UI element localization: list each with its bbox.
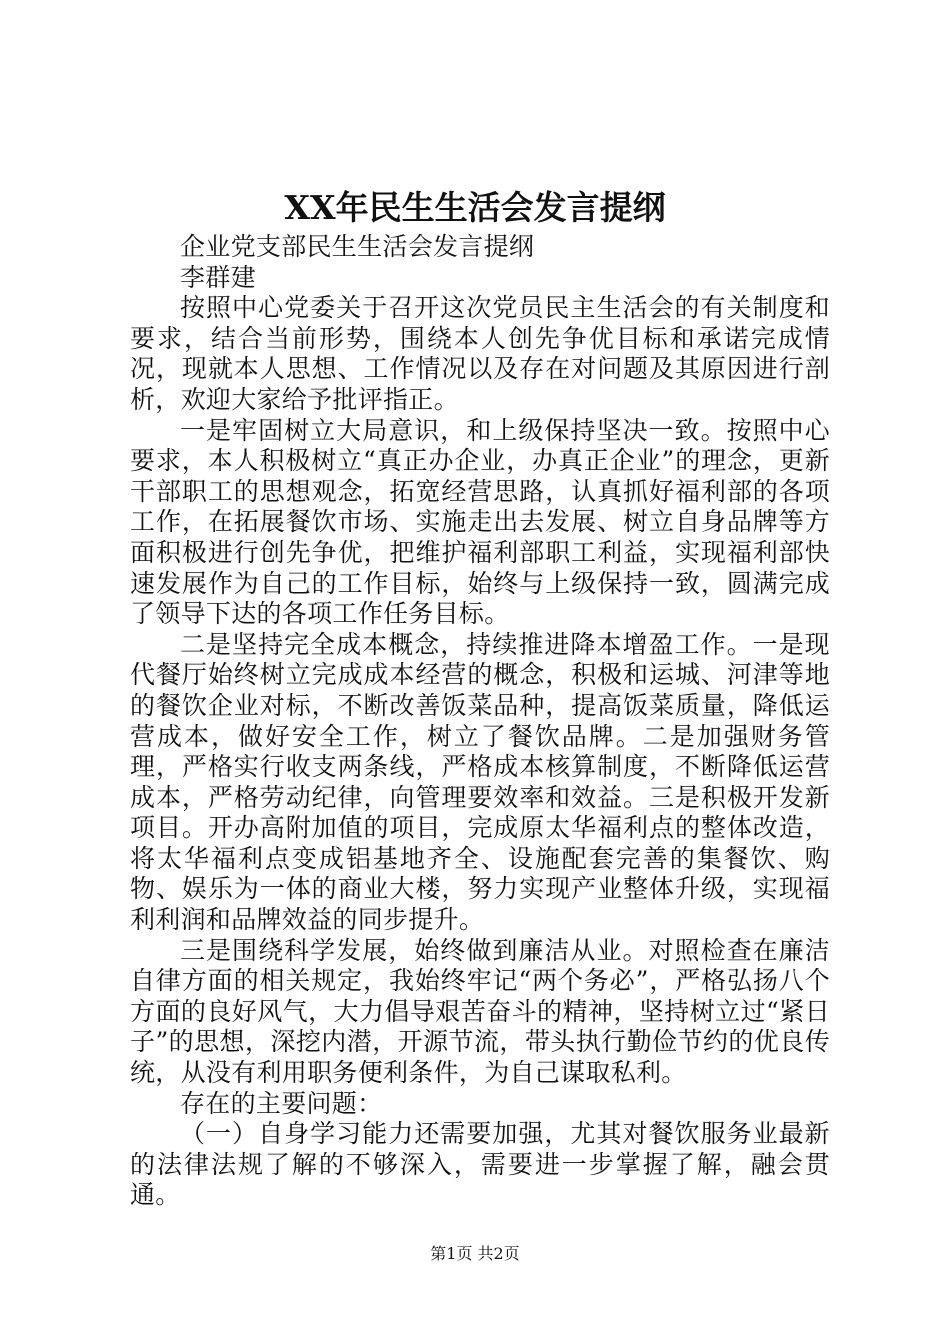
author-paragraph: 李群建 [180, 262, 256, 292]
document-body [130, 232, 830, 1211]
point-one-paragraph: 一是牢固树立大局意识，和上级保持坚决一致。按照中心要求，本人积极树立“真正办企业，办真正企业”的理念，更新干部职工的思想观念，拓宽经营思路，认真抓好福利部的各项工作，在拓展餐饮市场、实施走出去发展、树立自身品牌等方面积极进行创先争优，把维护福利部职工利益，实现福利部快速发展作为自己的工作目标，始终与上级保持一致，圆满完成了领导下达的各项工作任务目标。 [130, 415, 830, 629]
problem-one-paragraph: （一）自身学习能力还需要加强，尤其对餐饮服务业最新的法律法规了解的不够深入，需要进一步掌握了解，融会贯通。 [130, 1119, 830, 1210]
document-title: XX年民生生活会发言提纲 [284, 188, 666, 227]
subtitle-paragraph: 企业党支部民生生活会发言提纲 [180, 232, 535, 261]
intro-paragraph: 按照中心党委关于召开这次党员民主生活会的有关制度和要求，结合当前形势，围绕本人创先争优目标和承诺完成情况，现就本人思想、工作情况以及存在对问题及其原因进行剖析，欢迎大家给予批评指正。 [130, 293, 830, 414]
point-three-paragraph: 三是围绕科学发展，始终做到廉洁从业。对照检查在廉洁自律方面的相关规定，我始终牢记“两个务必”，严格弘扬八个方面的良好风气，大力倡导艰苦奋斗的精神，坚持树立过“紧日子”的思想，深挖内潜，开源节流，带头执行勤俭节约的优良传统，从没有利用职务便利条件，为自己谋取私利。 [130, 935, 830, 1088]
point-two-paragraph: 二是坚持完全成本概念，持续推进降本增盈工作。一是现代餐厅始终树立完成成本经营的概念，积极和运城、河津等地的餐饮企业对标，不断改善饭菜品种，提高饭菜质量，降低运营成本，做好安全工作，树立了餐饮品牌。二是加强财务管理，严格实行收支两条线，严格成本核算制度，不断降低运营成本，严格劳动纪律，向管理要效率和效益。三是积极开发新项目。开办高附加值的项目，完成原太华福利点的整体改造，将太华福利点变成铝基地齐全、设施配套完善的集餐饮、购物、娱乐为一体的商业大楼，努力实现产业整体升级，实现福利利润和品牌效益的同步提升。 [130, 629, 830, 935]
page-footer: 第1页 共2页 [430, 1244, 520, 1263]
problems-heading-paragraph: 存在的主要问题： [180, 1088, 383, 1118]
